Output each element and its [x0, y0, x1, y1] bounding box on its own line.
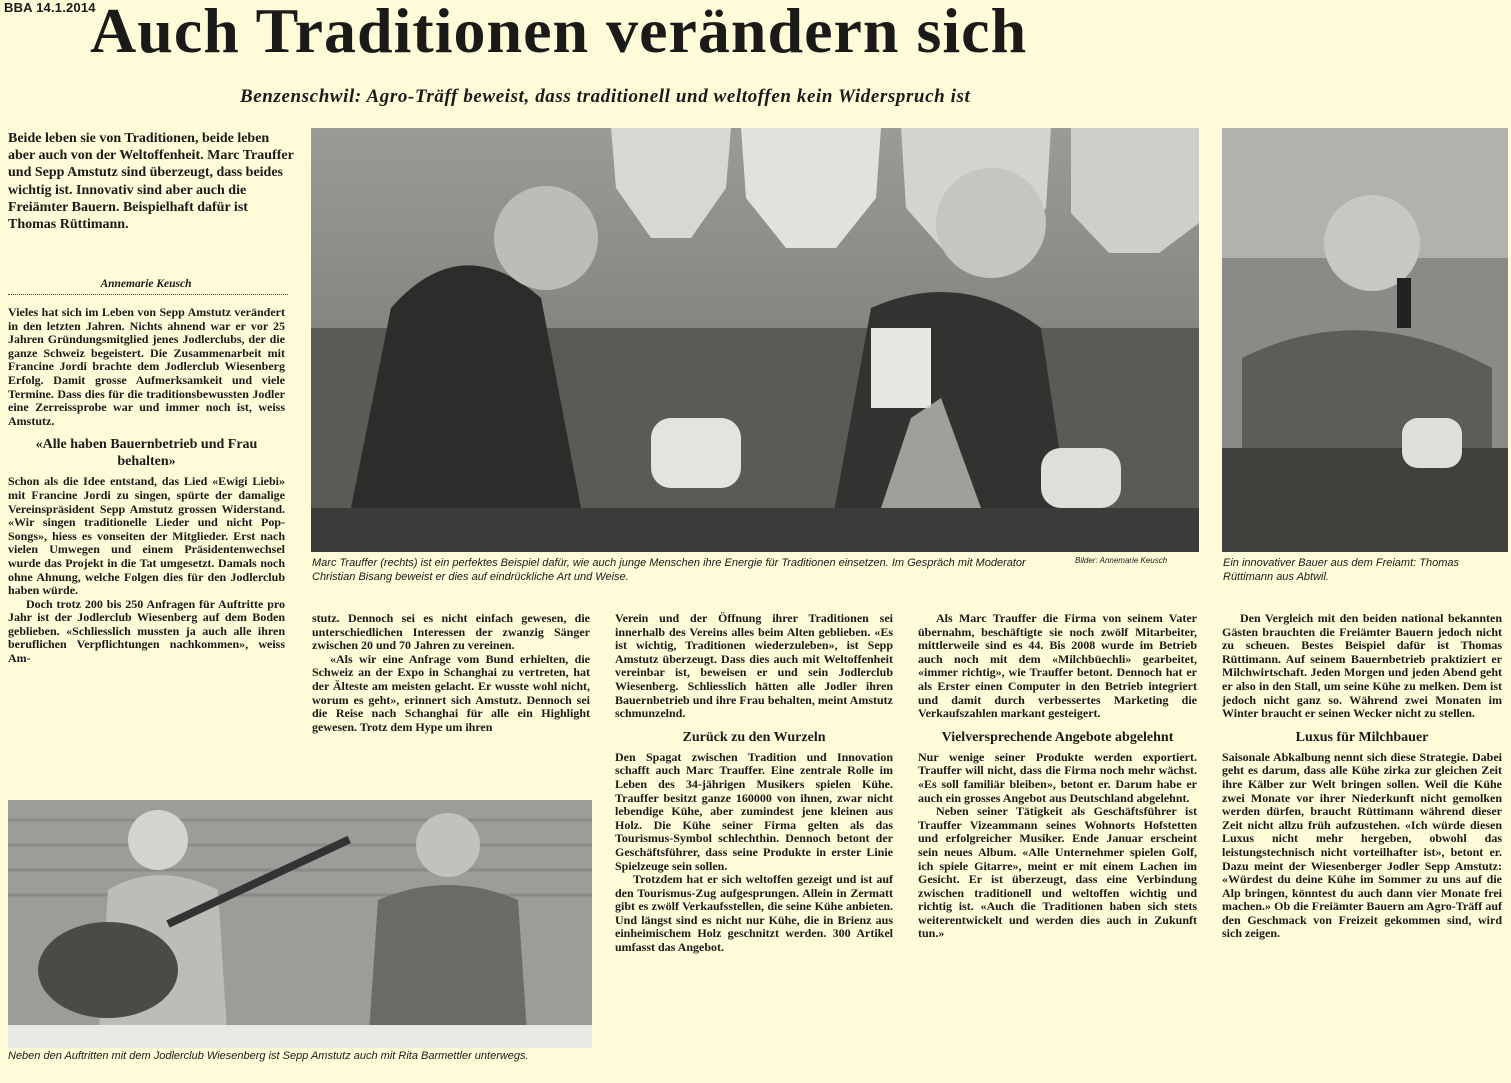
caption-main-photo: Marc Trauffer (rechts) ist ein perfektes Beispiel dafür, wie auch junge Menschen ihre Energie für Traditionen einsetzen. Im Gespräch mit Moderator Christian Bisang beweist er dies auf eindrückliche Art und Weise. — [312, 557, 1026, 583]
subtitle: Benzenschwil: Agro-Träff beweist, dass traditionell und weltoffen kein Widerspruch ist — [240, 86, 971, 107]
article-column-5 — [1222, 612, 1502, 941]
subheading: Vielversprechende Angebote abgelehnt — [941, 729, 1174, 745]
paragraph: Den Vergleich mit den beiden national bekannten Gästen brauchten die Freiämter Bauern jedoch nicht zu scheuen. Bestes Beispiel dafür ist Thomas Rüttimann. Auf seinem Bauernbetrieb praktiziert er Milchwirtschaft. Jeden Morgen und jeden Abend geht er also in den Stall, um seine Kühe zu melken. Dem ist jedoch nicht ganz so. Während zwei Monaten im Winter braucht er seinen Wecker nicht zu stellen. — [1222, 611, 1502, 721]
paragraph: stutz. Dennoch sei es nicht einfach gewesen, die unterschiedlichen Interessen der zwanzig Sänger zwischen 20 und 70 Jahren zu vereinen. — [312, 611, 590, 653]
caption-bottom-photo: Neben den Auftritten mit dem Jodlerclub Wiesenberg ist Sepp Amstutz auch mit Rita Barmettler unterwegs. — [8, 1050, 529, 1062]
paragraph: Verein und der Öffnung ihrer Traditionen sei innerhalb des Vereins alles beim Alten geblieben. «Es ist wichtig, Traditionen wiederzuleben», ist Sepp Amstutz überzeugt. Dass dies auch mit Weltoffenheit vereinbar ist, beweisen er und sein Jodlerclub Wiesenberg. Schliesslich hätten alle Jodler ihren Bauernbetrieb und ihre Frau behalten, meint Amstutz schmunzelnd. — [615, 611, 893, 721]
paragraph: Schon als die Idee entstand, das Lied «Ewigi Liebi» mit Francine Jordi zu singen, spürte der damalige Vereinspräsident Sepp Amstutz grossen Widerstand. «Wir singen traditionelle Lieder und nicht Pop-Songs», hiess es vonseiten der Mitglieder. Erst nach vielen Umwegen und einem Präsidentenwechsel wurde das Projekt in die Tat umgesetzt. Damals noch ohne Ahnung, welche Folgen dies für den Jodlerclub haben würde. — [8, 474, 285, 598]
lead-paragraph: Beide leben sie von Traditionen, beide leben aber auch von der Weltoffenheit. Marc Trauffer und Sepp Amstutz sind überzeugt, dass beides wichtig ist. Innovativ sind aber auch die Freiämter Bauern. Beispielhaft dafür ist Thomas Rüttimann. — [8, 131, 294, 233]
paragraph: Den Spagat zwischen Tradition und Innovation schafft auch Marc Trauffer. Eine zentrale Rolle im Leben des 34-jährigen Musikers spielen Kühe. Trauffer besitzt ganze 160000 von ihnen, zwar nicht lebendige Kühe, aber zumindest jene kleinen aus Holz. Die Kühe seiner Firma gelten als das Tourismus-Symbol schlechthin. Dennoch betont der Geschäftsführer, dass seine Produkte in erster Linie Spielzeuge sein sollen. — [615, 749, 893, 873]
paragraph: Vieles hat sich im Leben von Sepp Amstutz verändert in den letzten Jahren. Nichts ahnend war er vor 25 Jahren Gründungsmitglied jenes Jodlerclubs, der die ganze Schweiz begeistert. Die Zusammenarbeit mit Francine Jordi brachte dem Jodlerclub Wiesenberg Erfolg. Damit grosse Aufmerksamkeit und viele Termine. Dass dies für die traditionsbewussten Jodler eine Zerreissprobe war und immer noch ist, weiss Amstutz. — [8, 305, 285, 428]
article-column-2 — [312, 612, 590, 734]
photo-main-interview — [311, 128, 1199, 552]
subheading: Zurück zu den Wurzeln — [682, 729, 826, 745]
date-tag: BBA 14.1.2014 — [4, 0, 96, 15]
photo-credit: Bilder: Annemarie Keusch — [1075, 556, 1168, 565]
subheading: Luxus für Milchbauer — [1295, 729, 1429, 745]
byline-divider — [8, 294, 288, 295]
article-column-3 — [615, 612, 893, 955]
paragraph: Als Marc Trauffer die Firma von seinem Vater übernahm, beschäftigte sie noch zwölf Mitarbeiter, mittlerweile sind es 44. Bis 2008 wurde im Betrieb auch noch mit dem «Milchbüechli» gearbeitet, «immer richtig», wie Trauffer betont. Dennoch hat er als Erster einen Computer in den Betrieb integriert und damit durch verbessertes Marketing die Verkaufszahlen markant gesteigert. — [918, 611, 1197, 721]
photo-amstutz-barmettler — [8, 800, 592, 1048]
article-column-1 — [8, 306, 285, 666]
paragraph: Nur wenige seiner Produkte werden exportiert. Trauffer will nicht, dass die Firma noch mehr wächst. «Es soll familiär bleiben», betont er. Darum habe er auch ein grosses Angebot aus Deutschland abgelehnt. — [918, 749, 1197, 805]
paragraph: Trotzdem hat er sich weltoffen gezeigt und ist auf den Tourismus-Zug aufgesprungen. Allein in Zermatt gibt es zwölf Verkaufsstellen, die seine Kühe anbieten. Und längst sind es nicht nur Kühe, die in Brienz aus einheimischem Holz geschnitzt werden. 300 Artikel umfasst das Angebot. — [615, 872, 893, 955]
photo-thomas-ruettimann — [1222, 128, 1508, 552]
subheading: «Alle haben Bauernbetrieb und Frau behalten» — [35, 437, 258, 470]
headline: Auch Traditionen verändern sich — [90, 0, 1028, 66]
paragraph: Saisonale Abkalbung nennt sich diese Strategie. Dabei geht es darum, dass alle Kühe zirka zur gleichen Zeit ihre Kälber zur Welt bringen sollen. Weil die Kühe zwei Monate vor ihrer Niederkunft nicht gemolken werden dürfen, braucht Rüttimann während dieser Zeit nicht allzu früh aufzustehen. «Ich würde diesen Luxus nicht mehr hergeben, obwohl das leistungstechnisch nicht vorteilhafter ist», betont er. Dazu meint der Wiesenberger Jodler Sepp Amstutz: «Würdest du deine Kühe im Sommer zu uns auf die Alp bringen, könntest du auch dann vier Monate frei machen.» Ob die Freiämter Bauern am Agro-Träff auf den Geschmack von Freizeit gekommen sind, wird sich zeigen. — [1222, 749, 1502, 941]
paragraph: Neben seiner Tätigkeit als Geschäftsführer ist Trauffer Vizeammann seines Wohnorts Hofstetten und erfolgreicher Musiker. Ende Januar erscheint sein neues Album. «Alle Unternehmer spielen Golf, ich spiele Gitarre», meint er mit einem Lachen im Gesicht. Er ist überzeugt, dass eine Verbindung zwischen traditionell und weltoffen wichtig und richtig ist. «Auch die Traditionen haben sich stets weiterentwickelt und werden dies auch in Zukunft tun.» — [918, 804, 1197, 941]
author-byline: Annemarie Keusch — [100, 278, 192, 290]
caption-right-photo: Ein innovativer Bauer aus dem Freiamt: Thomas Rüttimann aus Abtwil. — [1223, 557, 1459, 583]
paragraph: Doch trotz 200 bis 250 Anfragen für Auftritte pro Jahr ist der Jodlerclub Wiesenberg auf dem Boden geblieben. «Schliesslich mussten ja auch alle ihren beruflichen Verpflichtungen nachkommen», weiss Am- — [8, 596, 285, 666]
paragraph: «Als wir eine Anfrage vom Bund erhielten, die Schweiz an der Expo in Schanghai zu vertreten, hat der Älteste am meisten gelacht. Er wusste wohl nicht, worum es geht», erinnert sich Amstutz. Dennoch sei die Reise nach Schanghai für alle ein Highlight gewesen. Trotz dem Hype um ihren — [312, 651, 590, 734]
article-column-4 — [918, 612, 1197, 941]
